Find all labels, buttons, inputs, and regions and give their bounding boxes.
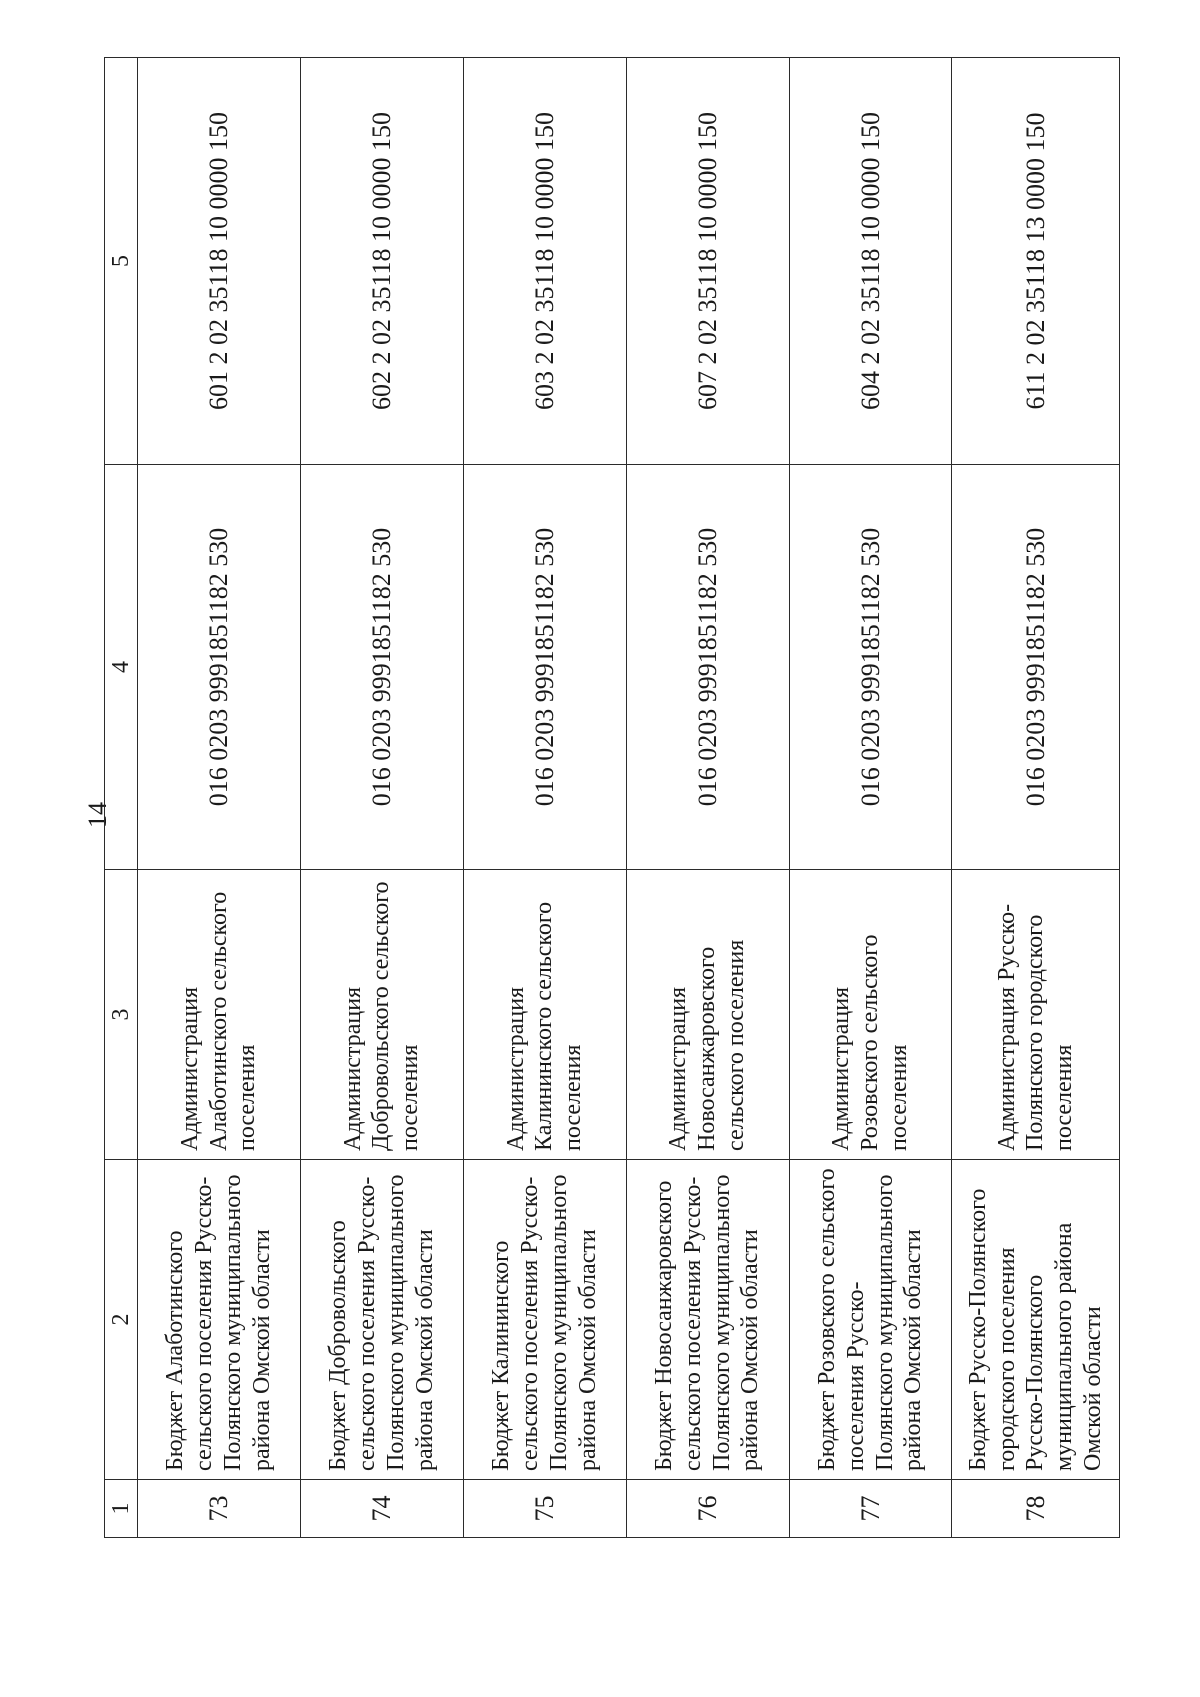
expense-code: 016 0203 9991851182 530 <box>626 465 789 870</box>
table-row <box>789 58 952 1538</box>
administrator-name: Администрация Добровольского сельского поселения <box>300 870 463 1160</box>
column-header-3: 3 <box>105 870 138 1160</box>
column-header-2: 2 <box>105 1160 138 1480</box>
column-header-4: 4 <box>105 465 138 870</box>
table-row <box>300 58 463 1538</box>
row-number: 78 <box>952 1480 1120 1538</box>
header-row <box>105 58 138 1538</box>
table-row <box>463 58 626 1538</box>
administrator-name: Администрация Розовского сельского поселения <box>789 870 952 1160</box>
page-number: 14 <box>83 802 112 828</box>
budget-name: Бюджет Новосанжаровского сельского поселения Русско-Полянского муниципального района Омской области <box>626 1160 789 1480</box>
budget-name: Бюджет Калининского сельского поселения Русско-Полянского муниципального района Омской области <box>463 1160 626 1480</box>
expense-code: 016 0203 9991851182 530 <box>463 465 626 870</box>
table-row <box>952 58 1120 1538</box>
administrator-name: Администрация Русско-Полянского городского поселения <box>952 870 1120 1160</box>
expense-code: 016 0203 9991851182 530 <box>789 465 952 870</box>
table-row <box>138 58 301 1538</box>
administrator-name: Администрация Калининского сельского поселения <box>463 870 626 1160</box>
row-number: 76 <box>626 1480 789 1538</box>
income-code: 601 2 02 35118 10 0000 150 <box>138 58 301 465</box>
row-number: 75 <box>463 1480 626 1538</box>
budget-name: Бюджет Розовского сельского поселения Русско-Полянского муниципального района Омской области <box>789 1160 952 1480</box>
income-code: 611 2 02 35118 13 0000 150 <box>952 58 1120 465</box>
expense-code: 016 0203 9991851182 530 <box>138 465 301 870</box>
budget-name: Бюджет Добровольского сельского поселения Русско-Полянского муниципального района Омской области <box>300 1160 463 1480</box>
row-number: 74 <box>300 1480 463 1538</box>
expense-code: 016 0203 9991851182 530 <box>300 465 463 870</box>
column-header-1: 1 <box>105 1480 138 1538</box>
income-code: 602 2 02 35118 10 0000 150 <box>300 58 463 465</box>
income-code: 603 2 02 35118 10 0000 150 <box>463 58 626 465</box>
budget-name: Бюджет Алаботинского сельского поселения Русско-Полянского муниципального района Омской области <box>138 1160 301 1480</box>
income-code: 604 2 02 35118 10 0000 150 <box>789 58 952 465</box>
expense-code: 016 0203 9991851182 530 <box>952 465 1120 870</box>
budget-name: Бюджет Русско-Полянского городского поселения Русско-Полянского муниципального района Омской области <box>952 1160 1120 1480</box>
administrator-name: Администрация Новосанжаровского сельского поселения <box>626 870 789 1160</box>
column-header-5: 5 <box>105 58 138 465</box>
row-number: 73 <box>138 1480 301 1538</box>
table-row <box>626 58 789 1538</box>
administrator-name: Администрация Алаботинского сельского поселения <box>138 870 301 1160</box>
budget-table <box>104 57 1120 1538</box>
income-code: 607 2 02 35118 10 0000 150 <box>626 58 789 465</box>
row-number: 77 <box>789 1480 952 1538</box>
budget-table-container <box>104 58 1120 1538</box>
